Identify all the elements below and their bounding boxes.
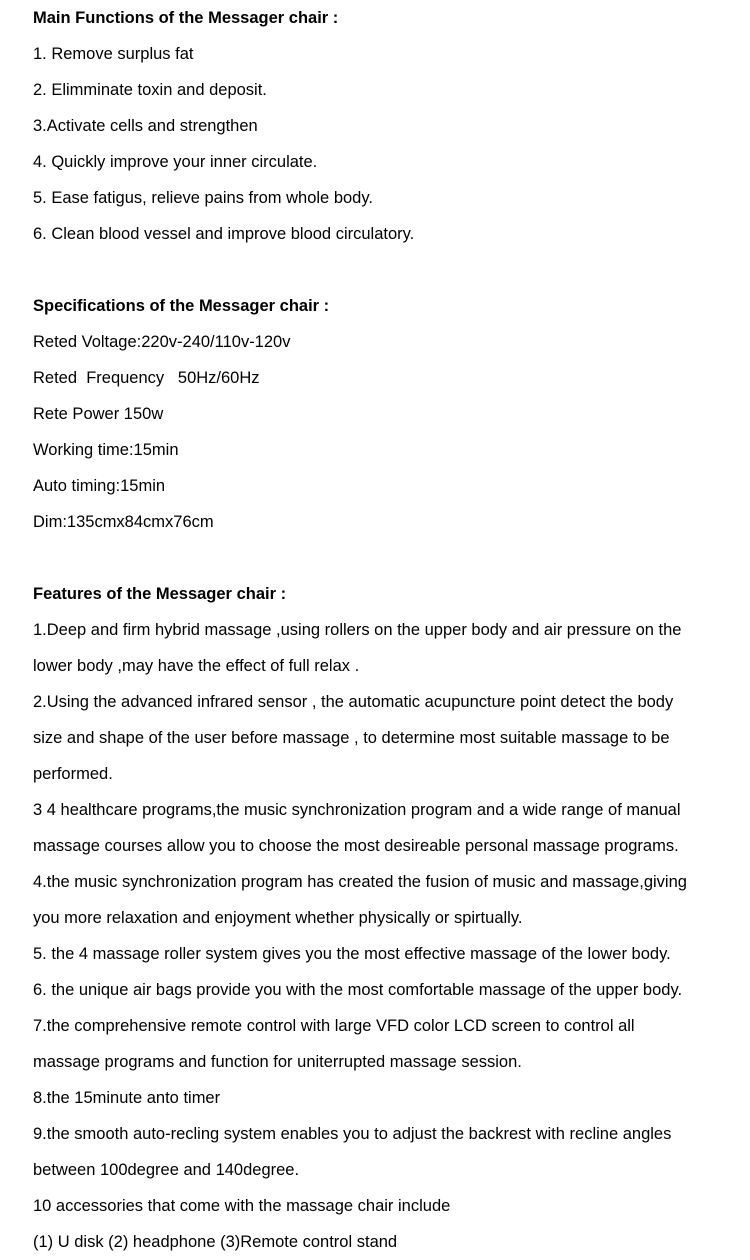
features-heading: Features of the Messager chair : (33, 585, 287, 603)
product-description-document (33, 0, 747, 1260)
specification-item: Working time:15min (33, 441, 179, 459)
feature-line: 3 4 healthcare programs,the music synchronization program and a wide range of manual (33, 801, 681, 819)
feature-line: 1.Deep and firm hybrid massage ,using rollers on the upper body and air pressure on the (33, 621, 682, 639)
feature-line: 8.the 15minute anto timer (33, 1089, 221, 1107)
specification-item: Dim:135cmx84cmx76cm (33, 513, 214, 531)
main-function-item: 4. Quickly improve your inner circulate. (33, 153, 318, 171)
feature-line: massage courses allow you to choose the most desireable personal massage programs. (33, 837, 679, 855)
specification-item: Auto timing:15min (33, 477, 166, 495)
feature-line: 2.Using the advanced infrared sensor , the automatic acupuncture point detect the body (33, 693, 674, 711)
specification-item: Reted Voltage:220v-240/110v-120v (33, 333, 291, 351)
main-function-item: 2. Elimminate toxin and deposit. (33, 81, 267, 99)
feature-line: 6. the unique air bags provide you with the most comfortable massage of the upper body. (33, 981, 683, 999)
main-function-item: 6. Clean blood vessel and improve blood circulatory. (33, 225, 415, 243)
section-spacer (33, 540, 747, 576)
feature-line: lower body ,may have the effect of full relax . (33, 657, 360, 675)
specification-item: Reted Frequency 50Hz/60Hz (33, 369, 260, 387)
feature-line: 9.the smooth auto-recling system enables you to adjust the backrest with recline angles (33, 1125, 672, 1143)
feature-line: (1) U disk (2) headphone (3)Remote control stand (33, 1233, 398, 1251)
main-function-item: 1. Remove surplus fat (33, 45, 194, 63)
section-spacer (33, 252, 747, 288)
feature-line: 4.the music synchronization program has created the fusion of music and massage,giving (33, 873, 687, 891)
feature-line: between 100degree and 140degree. (33, 1161, 300, 1179)
specifications-heading: Specifications of the Messager chair : (33, 297, 330, 315)
feature-line: you more relaxation and enjoyment whether physically or spirtually. (33, 909, 523, 927)
feature-line: 5. the 4 massage roller system gives you the most effective massage of the lower body. (33, 945, 671, 963)
main-functions-heading: Main Functions of the Messager chair : (33, 9, 339, 27)
feature-line: massage programs and function for uniterrupted massage session. (33, 1053, 522, 1071)
feature-line: size and shape of the user before massage , to determine most suitable massage to be (33, 729, 670, 747)
main-function-item: 3.Activate cells and strengthen (33, 117, 258, 135)
feature-line: performed. (33, 765, 113, 783)
feature-line: 7.the comprehensive remote control with large VFD color LCD screen to control all (33, 1017, 635, 1035)
specification-item: Rete Power 150w (33, 405, 164, 423)
feature-line: 10 accessories that come with the massage chair include (33, 1197, 451, 1215)
main-function-item: 5. Ease fatigus, relieve pains from whole body. (33, 189, 373, 207)
